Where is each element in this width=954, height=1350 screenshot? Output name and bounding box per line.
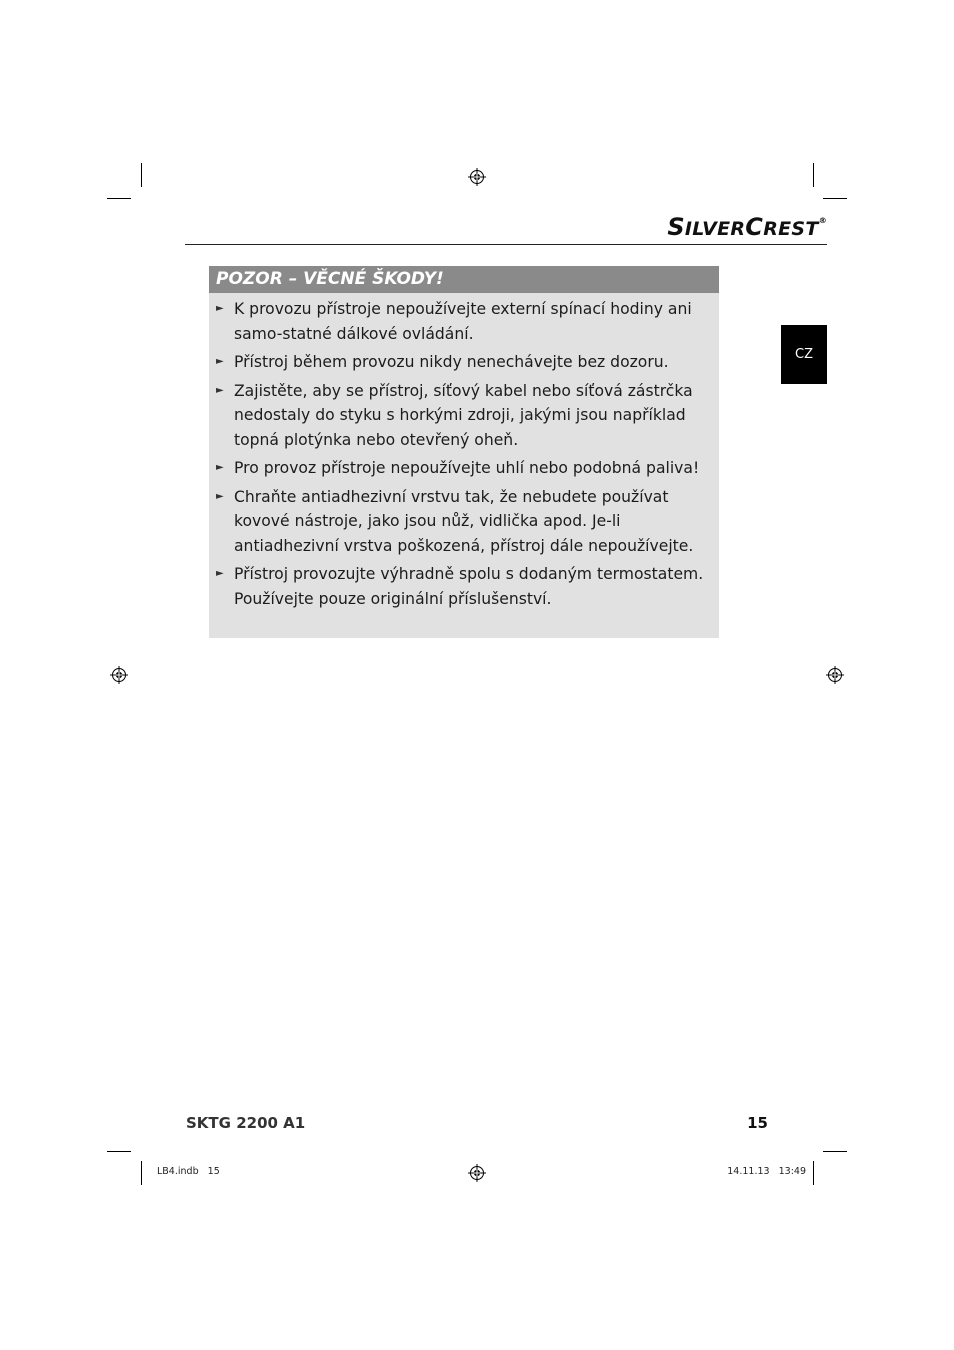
print-slug-file: LB4.indb 15: [157, 1166, 220, 1177]
language-tab: CZ: [781, 325, 827, 384]
list-item: [209, 485, 711, 559]
trademark-symbol: ®: [818, 216, 827, 225]
bullet-arrow-icon: ►: [216, 303, 224, 314]
list-item-text: Pro provoz přístroje nepoužívejte uhlí nebo podobná paliva!: [234, 459, 700, 477]
header-divider: [185, 244, 827, 245]
crop-mark-top-right-vertical: [813, 163, 814, 187]
footer-model-number: SKTG 2200 A1: [186, 1114, 306, 1132]
list-item: [209, 456, 711, 481]
list-item: [209, 350, 711, 375]
list-item: [209, 297, 711, 346]
list-item-text: Chraňte antiadhezivní vrstvu tak, že nebudete používat kovové nástroje, jako jsou nůž, vidlička apod. Je-li antiadhezivní vrstva poškozená, přístroj dále nepoužívejte.: [234, 487, 694, 555]
list-item: [209, 379, 711, 453]
crop-mark-bottom-left-vertical: [141, 1161, 142, 1185]
logo-initial-s: S: [667, 213, 685, 241]
warning-list: [209, 293, 719, 611]
footer-page-number: 15: [747, 1114, 768, 1132]
logo-text-rest: REST: [763, 218, 819, 240]
crop-mark-bottom-left-horizontal: [107, 1151, 131, 1152]
crop-mark-top-left-vertical: [141, 163, 142, 187]
bullet-arrow-icon: ►: [216, 568, 224, 579]
crop-mark-top-left-horizontal: [107, 198, 131, 199]
list-item-text: Přístroj během provozu nikdy nenechávejte bez dozoru.: [234, 353, 669, 371]
registration-crosshair-icon: [110, 666, 128, 684]
logo-initial-c: C: [745, 213, 764, 241]
list-item-text: K provozu přístroje nepoužívejte externí spínací hodiny ani samo-statné dálkové ovládání.: [234, 300, 692, 343]
crop-mark-bottom-right-vertical: [813, 1161, 814, 1185]
bullet-arrow-icon: ►: [216, 490, 224, 502]
list-item-text: Zajistěte, aby se přístroj, síťový kabel nebo síťová zástrčka nedostaly do styku s horkými zdroji, jakými jsou například topná plotýnka nebo otevřený oheň.: [234, 381, 693, 449]
registration-crosshair-icon: [468, 168, 486, 186]
warning-heading: POZOR – VĚCNÉ ŠKODY!: [209, 266, 719, 293]
warning-box: [209, 266, 719, 638]
logo-text-ilver: ILVER: [684, 218, 746, 240]
bullet-arrow-icon: ►: [216, 356, 224, 367]
bullet-arrow-icon: ►: [216, 462, 224, 473]
print-slug-timestamp: 14.11.13 13:49: [727, 1166, 806, 1177]
registration-crosshair-icon: [468, 1164, 486, 1182]
crop-mark-bottom-right-horizontal: [823, 1151, 847, 1152]
crop-mark-top-right-horizontal: [823, 198, 847, 199]
brand-logo: [667, 213, 827, 241]
list-item: [209, 562, 711, 611]
bullet-arrow-icon: ►: [216, 384, 224, 396]
list-item-text: Přístroj provozujte výhradně spolu s dodaným termostatem. Používejte pouze originální příslušenství.: [234, 565, 704, 608]
registration-crosshair-icon: [826, 666, 844, 684]
